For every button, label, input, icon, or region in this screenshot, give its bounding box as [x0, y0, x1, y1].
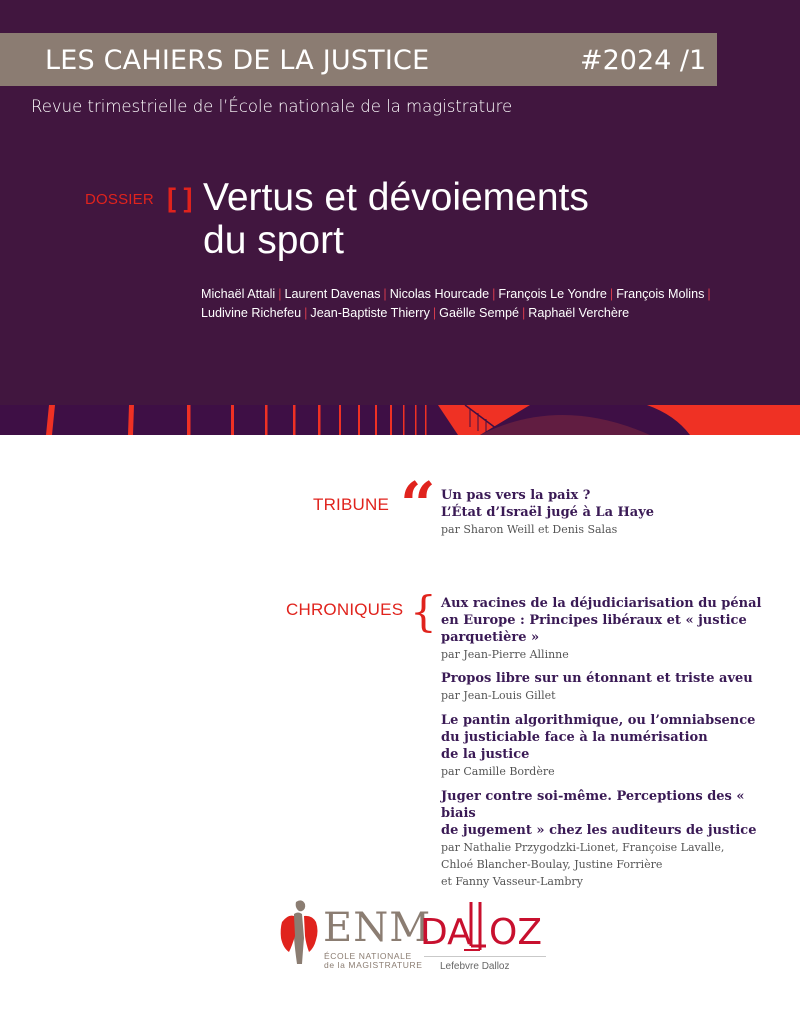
dossier-label: DOSSIER — [85, 191, 154, 208]
article-title — [441, 670, 781, 687]
dalloz-wordmark-icon — [420, 898, 545, 956]
article-title — [441, 788, 781, 839]
enm-subtitle — [324, 952, 423, 970]
authors-line — [201, 304, 741, 323]
author-name: François Le Yondre — [498, 287, 607, 301]
dalloz-subtitle: Lefebvre Dalloz — [440, 961, 510, 972]
separator: | — [609, 287, 614, 301]
dossier-authors — [201, 285, 741, 323]
separator: | — [383, 287, 387, 301]
article-author: par Jean-Louis Gillet — [441, 689, 556, 702]
chronique-article[interactable] — [441, 712, 781, 780]
article-title — [441, 595, 781, 646]
separator: | — [278, 287, 282, 301]
enm-subtitle-line: de la MAGISTRATURE — [324, 960, 423, 970]
separator: | — [304, 306, 308, 320]
article-author-line: par Nathalie Przygodzki-Lionet, Françoise Lavalle, — [441, 841, 725, 854]
cover-graphic-stripe — [0, 405, 800, 435]
svg-text:OZ: OZ — [489, 912, 542, 953]
dalloz-logo — [420, 898, 545, 978]
separator: | — [521, 306, 526, 320]
enm-logo — [276, 898, 432, 974]
journal-title: LES CAHIERS DE LA JUSTICE — [45, 45, 430, 76]
article-title-line: L’État d’Israël jugé à La Haye — [441, 505, 655, 520]
dossier-title — [203, 176, 723, 262]
dalloz-wordmark: DA — [420, 912, 472, 953]
chronique-article[interactable] — [441, 670, 781, 704]
separator: | — [432, 306, 437, 320]
tribune-article[interactable] — [441, 487, 781, 538]
article-title-line: Le pantin algorithmique, ou l’omniabsence — [441, 713, 756, 728]
enm-wordmark: ENM — [323, 905, 432, 951]
article-title-line: Aux racines de la déjudiciarisation du pénal — [441, 596, 762, 611]
article-author-line: Chloé Blancher-Boulay, Justine Forrière — [441, 858, 663, 871]
article-title-line: du justiciable face à la numérisation — [441, 730, 708, 745]
article-title — [441, 487, 781, 521]
article-title-line: Propos libre sur un étonnant et triste aveu — [441, 671, 753, 686]
enm-subtitle-line: ÉCOLE NATIONALE — [324, 951, 412, 961]
author-name: François Molins — [616, 287, 705, 301]
article-title-line: Un pas vers la paix ? — [441, 488, 591, 503]
dossier-title-line: du sport — [203, 219, 344, 262]
article-title-line: Juger contre soi-même. Perceptions des « biais — [441, 789, 745, 821]
article-title-line: de jugement » chez les auditeurs de justice — [441, 823, 757, 838]
quote-icon: “ — [400, 468, 436, 541]
author-name: Nicolas Hourcade — [389, 287, 490, 301]
chronique-article[interactable] — [441, 788, 781, 890]
cover-header — [0, 0, 800, 405]
dossier-title-line: Vertus et dévoiements — [203, 176, 589, 219]
article-title-line: en Europe : Principes libéraux et « justice — [441, 613, 747, 628]
tribune-label: TRIBUNE — [313, 495, 390, 514]
stadium-graphic-icon — [0, 405, 800, 435]
article-author: par Sharon Weill et Denis Salas — [441, 523, 618, 536]
chronique-article[interactable] — [441, 595, 781, 663]
article-title-line: parquetière » — [441, 630, 540, 645]
authors-line — [201, 285, 741, 304]
magistrate-figure-icon — [276, 898, 322, 974]
issue-number: #2024 /1 — [580, 45, 707, 76]
author-name: Ludivine Richefeu — [201, 306, 302, 320]
separator: | — [492, 287, 496, 301]
journal-subtitle: Revue trimestrielle de l’École nationale de la magistrature — [31, 97, 513, 116]
brace-icon: { — [410, 587, 437, 636]
logo-divider — [424, 956, 546, 957]
author-name: Jean-Baptiste Thierry — [310, 306, 430, 320]
author-name: Gaëlle Sempé — [439, 306, 519, 320]
chroniques-label: CHRONIQUES — [286, 600, 404, 619]
article-author: par Jean-Pierre Allinne — [441, 648, 569, 661]
author-name: Raphaël Verchère — [528, 306, 630, 320]
article-author — [441, 839, 781, 890]
article-title — [441, 712, 781, 763]
brackets-icon: [ ] — [167, 183, 193, 213]
article-author-line: et Fanny Vasseur-Lambry — [441, 875, 583, 888]
article-title-line: de la justice — [441, 747, 530, 762]
author-name: Laurent Davenas — [284, 287, 381, 301]
separator: | — [707, 287, 711, 301]
article-author: par Camille Bordère — [441, 765, 555, 778]
author-name: Michaël Attali — [201, 287, 276, 301]
